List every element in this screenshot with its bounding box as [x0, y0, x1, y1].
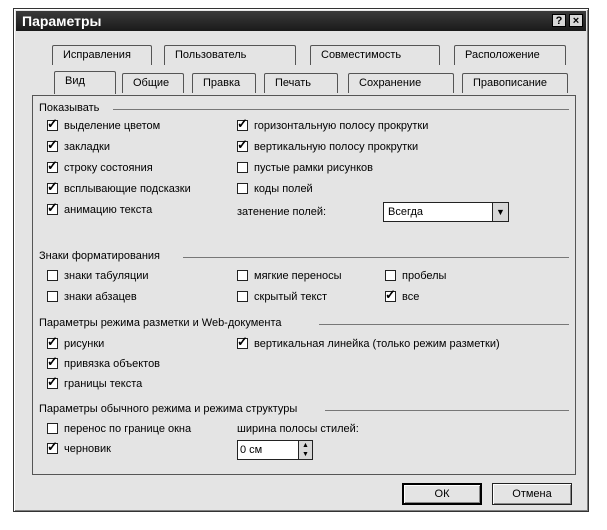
option-gorizontalnaya-prokrutka[interactable]: [237, 116, 429, 132]
option-label: привязка объектов: [64, 358, 161, 370]
option-vertikalnaya-lineyka[interactable]: [237, 334, 500, 350]
checkbox[interactable]: [237, 116, 248, 131]
section-formatting-divider: [183, 257, 569, 258]
close-button[interactable]: ×: [569, 14, 583, 27]
option-label: анимацию текста: [64, 204, 153, 216]
section-show-divider: [113, 109, 569, 110]
option-label: мягкие переносы: [254, 270, 342, 282]
checkbox[interactable]: [47, 374, 58, 389]
help-button[interactable]: ?: [552, 14, 566, 27]
style-width-value: 0 см: [240, 444, 263, 456]
tab-ispravleniya[interactable]: Исправления: [52, 45, 152, 65]
check-icon: ✓: [47, 439, 58, 454]
checkbox[interactable]: [47, 158, 58, 173]
option-granicy-teksta[interactable]: [47, 374, 143, 390]
option-label: пустые рамки рисунков: [254, 162, 373, 174]
option-vydelenie-cvetom[interactable]: [47, 116, 161, 132]
checkbox[interactable]: [47, 334, 58, 349]
checkbox[interactable]: [385, 270, 396, 281]
option-label: скрытый текст: [254, 291, 327, 303]
shading-label: затенение полей:: [237, 206, 327, 218]
checkbox[interactable]: [237, 183, 248, 194]
option-label: знаки табуляции: [64, 270, 149, 282]
option-podskazki[interactable]: [47, 179, 191, 195]
option-kody-poley[interactable]: [237, 183, 313, 195]
tab-sohranenie[interactable]: Сохранение: [348, 73, 454, 93]
option-znaki-tabulyacii[interactable]: [47, 270, 149, 282]
check-icon: ✓: [385, 287, 396, 302]
check-icon: ✓: [47, 179, 58, 194]
check-icon: ✓: [47, 116, 58, 131]
tab-vid[interactable]: Вид: [54, 71, 116, 94]
option-label: строку состояния: [64, 162, 153, 174]
option-label: пробелы: [402, 270, 447, 282]
tab-polzovatel[interactable]: Пользователь: [164, 45, 296, 65]
option-label: перенос по границе окна: [64, 423, 192, 435]
section-layout-divider: [319, 324, 569, 325]
style-width-spinner[interactable]: [237, 440, 313, 460]
checkbox[interactable]: [237, 270, 248, 281]
checkbox[interactable]: [47, 291, 58, 302]
section-layout-title: Параметры режима разметки и Web-документа: [39, 317, 282, 329]
tab-panel-vid: [32, 95, 576, 475]
check-icon: ✓: [47, 137, 58, 152]
checkbox[interactable]: [47, 116, 58, 131]
checkbox[interactable]: [47, 423, 58, 434]
option-animaciya-teksta[interactable]: [47, 200, 153, 216]
option-label: вертикальная линейка (только режим разметки): [254, 338, 500, 350]
check-icon: ✓: [47, 200, 58, 215]
option-chernovik[interactable]: [47, 439, 111, 455]
tab-sovmestimost[interactable]: Совместимость: [310, 45, 440, 65]
tab-pravopisanie[interactable]: Правописание: [462, 73, 568, 93]
check-icon: ✓: [47, 354, 58, 369]
window-title: Параметры: [22, 13, 102, 29]
option-label: горизонтальную полосу прокрутки: [254, 120, 429, 132]
checkbox[interactable]: [47, 179, 58, 194]
option-label: выделение цветом: [64, 120, 161, 132]
option-vertikalnaya-prokrutka[interactable]: [237, 137, 419, 153]
option-probely[interactable]: [385, 270, 446, 282]
style-width-label: ширина полосы стилей:: [237, 423, 359, 435]
option-znaki-abzacev[interactable]: [47, 291, 137, 303]
section-formatting-title: Знаки форматирования: [39, 250, 161, 262]
shading-value: Всегда: [388, 206, 424, 218]
title-bar: [16, 11, 586, 31]
options-dialog: [13, 8, 589, 512]
checkbox[interactable]: [385, 287, 396, 302]
option-label: закладки: [64, 141, 111, 153]
option-stroka-sostoyaniya[interactable]: [47, 158, 153, 174]
option-label: границы текста: [64, 378, 143, 390]
check-icon: ✓: [237, 137, 248, 152]
check-icon: ✓: [237, 334, 248, 349]
checkbox[interactable]: [47, 439, 58, 454]
checkbox[interactable]: [47, 200, 58, 215]
checkbox[interactable]: [47, 137, 58, 152]
check-icon: ✓: [47, 334, 58, 349]
cancel-button[interactable]: Отмена: [492, 483, 572, 505]
option-zakladki[interactable]: [47, 137, 111, 153]
option-label: вертикальную полосу прокрутки: [254, 141, 419, 153]
option-perenos-po-granice[interactable]: [47, 423, 191, 435]
checkbox[interactable]: [47, 354, 58, 369]
check-icon: ✓: [47, 158, 58, 173]
option-privyazka-obektov[interactable]: [47, 354, 161, 370]
option-label: рисунки: [64, 338, 105, 350]
tab-raspolozhenie[interactable]: Расположение: [454, 45, 566, 65]
option-label: черновик: [64, 443, 111, 455]
spin-arrows-icon[interactable]: ▲ ▼: [298, 441, 312, 459]
checkbox[interactable]: [237, 162, 248, 173]
tab-pravka[interactable]: Правка: [192, 73, 256, 93]
option-myagkie-perenosy[interactable]: [237, 270, 342, 282]
tab-pechat[interactable]: Печать: [264, 73, 338, 93]
option-label: всплывающие подсказки: [64, 183, 191, 195]
option-risunki[interactable]: [47, 334, 105, 350]
option-label: коды полей: [254, 183, 313, 195]
section-show-title: Показывать: [39, 102, 100, 114]
checkbox[interactable]: [237, 334, 248, 349]
section-normal-title: Параметры обычного режима и режима структуры: [39, 403, 298, 415]
option-label: знаки абзацев: [64, 291, 137, 303]
check-icon: ✓: [47, 374, 58, 389]
shading-select[interactable]: [383, 202, 509, 222]
option-label: все: [402, 291, 420, 303]
option-pustye-ramki[interactable]: [237, 162, 373, 174]
option-vse[interactable]: [385, 287, 420, 303]
checkbox[interactable]: [237, 291, 248, 302]
check-icon: ✓: [237, 116, 248, 131]
checkbox[interactable]: [237, 137, 248, 152]
option-skrytyy-tekst[interactable]: [237, 291, 327, 303]
chevron-down-icon[interactable]: ▼: [492, 203, 508, 221]
checkbox[interactable]: [47, 270, 58, 281]
ok-button[interactable]: ОК: [402, 483, 482, 505]
section-normal-divider: [325, 410, 569, 411]
tab-obshie[interactable]: Общие: [122, 73, 184, 93]
